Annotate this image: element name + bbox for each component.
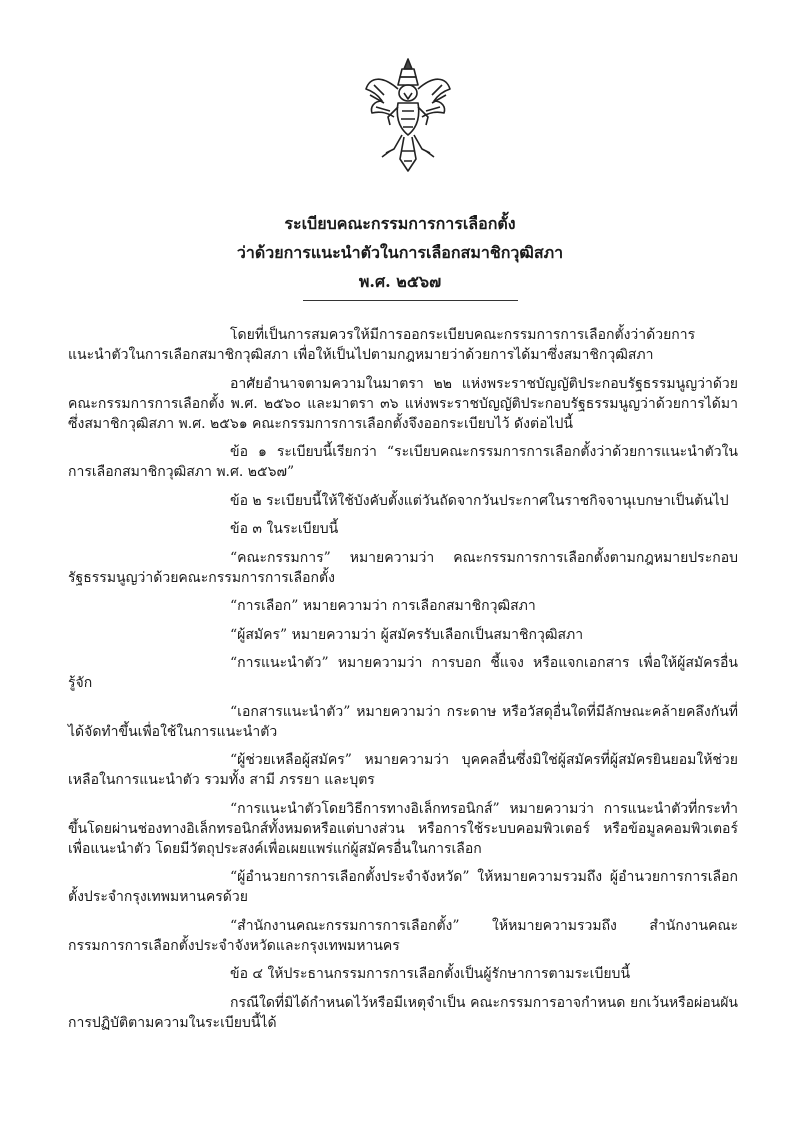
document-title-line-2: ว่าด้วยการแนะนำตัวในการเลือกสมาชิกวุฒิสภา [236, 243, 564, 262]
paragraph-clause-1: ข้อ ๑ ระเบียบนี้เรียกว่า “ระเบียบคณะกรรมการการเลือกตั้งว่าด้วยการแนะนำตัวในการเลือกสมาชิกวุฒิสภา พ.ศ. ๒๕๖๗” [68, 444, 738, 480]
document-title-year: พ.ศ. ๒๕๖๗ [358, 272, 442, 291]
document-body [68, 325, 738, 1041]
document-title-line-1: ระเบียบคณะกรรมการการเลือกตั้ง [284, 214, 516, 233]
paragraph-preamble: โดยที่เป็นการสมควรให้มีการออกระเบียบคณะกรรมการการเลือกตั้งว่าด้วยการแนะนำตัวในการเลือกสมาชิกวุฒิสภา เพื่อให้เป็นไปตามกฎหมายว่าด้วยการได้มาซึ่งสมาชิกวุฒิสภา [68, 327, 696, 363]
paragraph-clause-2: ข้อ ๒ ระเบียบนี้ให้ใช้บังคับตั้งแต่วันถัดจากวันประกาศในราชกิจจานุเบกษาเป็นต้นไป [230, 492, 729, 509]
definition-election-office: “สำนักงานคณะกรรมการการเลือกตั้ง” ให้หมายความรวมถึง สำนักงานคณะกรรมการการเลือกตั้งประจำจังหวัดและกรุงเทพมหานคร [68, 917, 738, 954]
definition-applicant-assistant: “ผู้ช่วยเหลือผู้สมัคร” หมายความว่า บุคคลอื่นซึ่งมิใช่ผู้สมัครที่ผู้สมัครยินยอมให้ช่วยเหลือในการแนะนำตัว รวมทั้ง สามี ภรรยา และบุตร [68, 752, 738, 788]
paragraph-clause-4: ข้อ ๔ ให้ประธานกรรมการการเลือกตั้งเป็นผู้รักษาการตามระเบียบนี้ [230, 966, 631, 982]
garuda-emblem-icon [360, 55, 456, 175]
definition-introduction: “การแนะนำตัว” หมายความว่า การบอก ชี้แจง หรือแจกเอกสาร เพื่อให้ผู้สมัครอื่นรู้จัก [68, 655, 738, 691]
definition-introduction-document: “เอกสารแนะนำตัว” หมายความว่า กระดาษ หรือวัสดุอื่นใดที่มีลักษณะคล้ายคลึงกันที่ได้จัดทำขึ้นเพื่อใช้ในการแนะนำตัว [68, 703, 738, 740]
paragraph-authority: อาศัยอำนาจตามความในมาตรา ๒๒ แห่งพระราชบัญญัติประกอบรัฐธรรมนูญว่าด้วยคณะกรรมการการเลือกตั้ง พ.ศ. ๒๕๖๐ และมาตรา ๓๖ แห่งพระราชบัญญัติประกอบรัฐธรรมนูญว่าด้วยการได้มาซึ่งสมาชิกวุฒิสภา พ.ศ. ๒๕๖๑ คณะกรรมการการเลือกตั้งจึงออกระเบียบไว้ ดังต่อไปนี้ [68, 375, 738, 432]
definition-applicant: “ผู้สมัคร” หมายความว่า ผู้สมัครรับเลือกเป็นสมาชิกวุฒิสภา [230, 626, 584, 643]
title-divider [303, 300, 518, 301]
definition-electronic-introduction: “การแนะนำตัวโดยวิธีการทางอิเล็กทรอนิกส์” หมายความว่า การแนะนำตัวที่กระทำขึ้นโดยผ่านช่องทางอิเล็กทรอนิกส์ทั้งหมดหรือแต่บางส่วน หรือการใช้ระบบคอมพิวเตอร์ หรือข้อมูลคอมพิวเตอร์เพื่อแนะนำตัว โดยมีวัตถุประสงค์เพื่อเผยแพร่แก่ผู้สมัครอื่นในการเลือก [68, 800, 738, 857]
definition-selection: “การเลือก” หมายความว่า การเลือกสมาชิกวุฒิสภา [230, 598, 536, 614]
paragraph-exemption: กรณีใดที่มิได้กำหนดไว้หรือมีเหตุจำเป็น คณะกรรมการอาจกำหนด ยกเว้นหรือผ่อนผันการปฏิบัติตามความในระเบียบนี้ได้ [68, 994, 738, 1031]
paragraph-clause-3: ข้อ ๓ ในระเบียบนี้ [230, 521, 339, 537]
definition-provincial-director: “ผู้อำนวยการการเลือกตั้งประจำจังหวัด” ให้หมายความรวมถึง ผู้อำนวยการการเลือกตั้งประจำกรุงเทพมหานครด้วย [68, 869, 738, 905]
definition-committee: “คณะกรรมการ” หมายความว่า คณะกรรมการการเลือกตั้งตามกฎหมายประกอบรัฐธรรมนูญว่าด้วยคณะกรรมการการเลือกตั้ง [68, 549, 738, 586]
